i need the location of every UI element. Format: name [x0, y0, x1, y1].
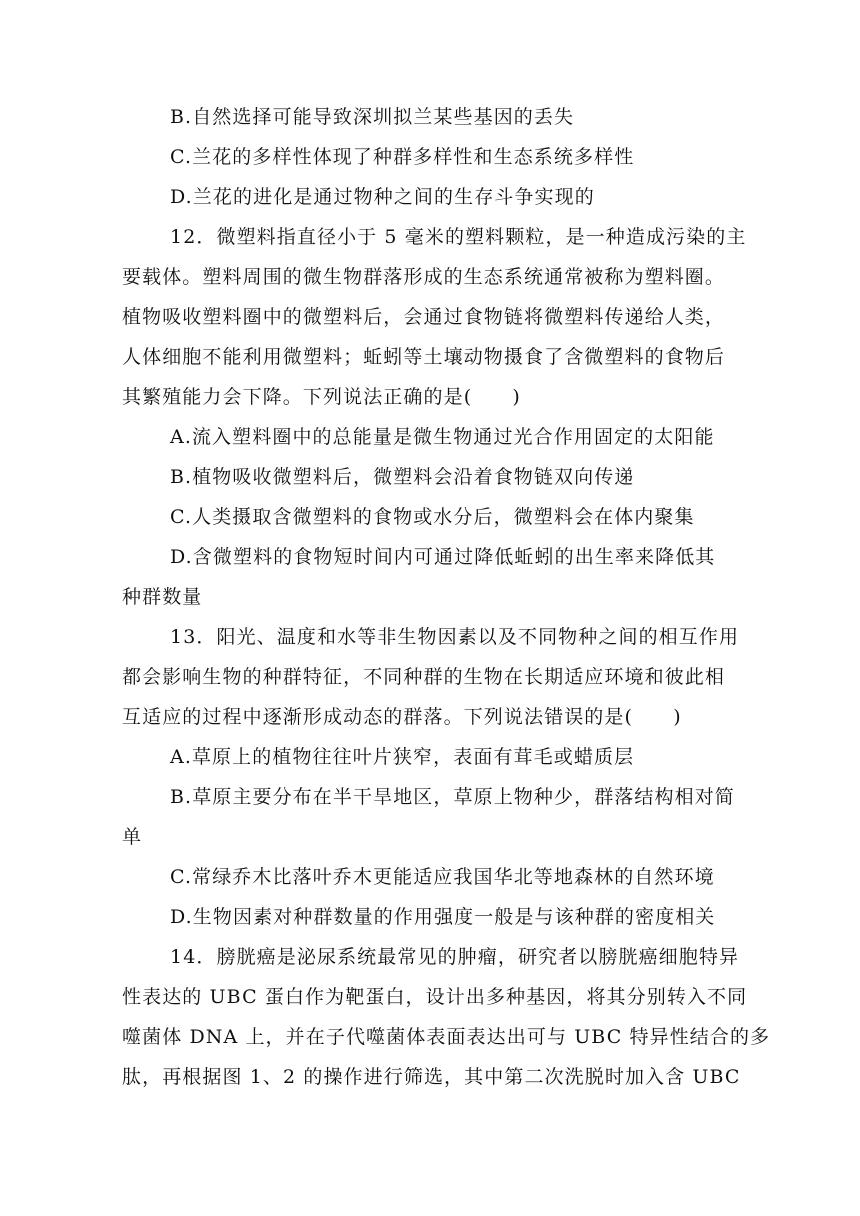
question-12-stem-line: 植物吸收塑料圈中的微塑料后，会通过食物链将微塑料传递给人类，: [122, 306, 726, 328]
option-13b-continued: 单: [122, 826, 143, 848]
question-14-stem-line: 肽，再根据图 1、2 的操作进行筛选，其中第二次洗脱时加入含 UBC: [122, 1066, 741, 1088]
option-11d: D.兰花的进化是通过物种之间的生存斗争实现的: [170, 186, 595, 208]
option-11b: B.自然选择可能导致深圳拟兰某些基因的丢失: [170, 106, 575, 128]
question-13-stem-line: 13．阳光、温度和水等非生物因素以及不同物种之间的相互作用: [170, 626, 740, 648]
option-12a: A.流入塑料圈中的总能量是微生物通过光合作用固定的太阳能: [170, 426, 715, 448]
question-13-stem-line: 互适应的过程中逐渐形成动态的群落。下列说法错误的是( ): [122, 706, 682, 728]
option-13d: D.生物因素对种群数量的作用强度一般是与该种群的密度相关: [170, 906, 716, 928]
question-12-stem-line: 其繁殖能力会下降。下列说法正确的是( ): [122, 386, 521, 408]
question-14-stem-line: 14．膀胱癌是泌尿系统最常见的肿瘤，研究者以膀胱癌细胞特异: [170, 946, 740, 968]
question-14-stem-line: 噬菌体 DNA 上，并在子代噬菌体表面表达出可与 UBC 特异性结合的多: [122, 1026, 771, 1048]
question-12-stem-line: 要载体。塑料周围的微生物群落形成的生态系统通常被称为塑料圈。: [122, 266, 726, 288]
option-13b: B.草原主要分布在半干旱地区，草原上物种少，群落结构相对简: [170, 786, 735, 808]
question-12-stem-line: 12．微塑料指直径小于 5 毫米的塑料颗粒，是一种造成污染的主: [170, 226, 747, 248]
option-12d-continued: 种群数量: [122, 586, 203, 608]
option-13a: A.草原上的植物往往叶片狭窄，表面有茸毛或蜡质层: [170, 746, 635, 768]
question-14-stem-line: 性表达的 UBC 蛋白作为靶蛋白，设计出多种基因，将其分别转入不同: [122, 986, 748, 1008]
option-13c: C.常绿乔木比落叶乔木更能适应我国华北等地森林的自然环境: [170, 866, 715, 888]
option-11c: C.兰花的多样性体现了种群多样性和生态系统多样性: [170, 146, 635, 168]
option-12b: B.植物吸收微塑料后，微塑料会沿着食物链双向传递: [170, 466, 635, 488]
option-12d: D.含微塑料的食物短时间内可通过降低蚯蚓的出生率来降低其: [170, 546, 716, 568]
option-12c: C.人类摄取含微塑料的食物或水分后，微塑料会在体内聚集: [170, 506, 695, 528]
question-13-stem-line: 都会影响生物的种群特征，不同种群的生物在长期适应环境和彼此相: [122, 666, 726, 688]
question-12-stem-line: 人体细胞不能利用微塑料；蚯蚓等土壤动物摄食了含微塑料的食物后: [122, 346, 726, 368]
